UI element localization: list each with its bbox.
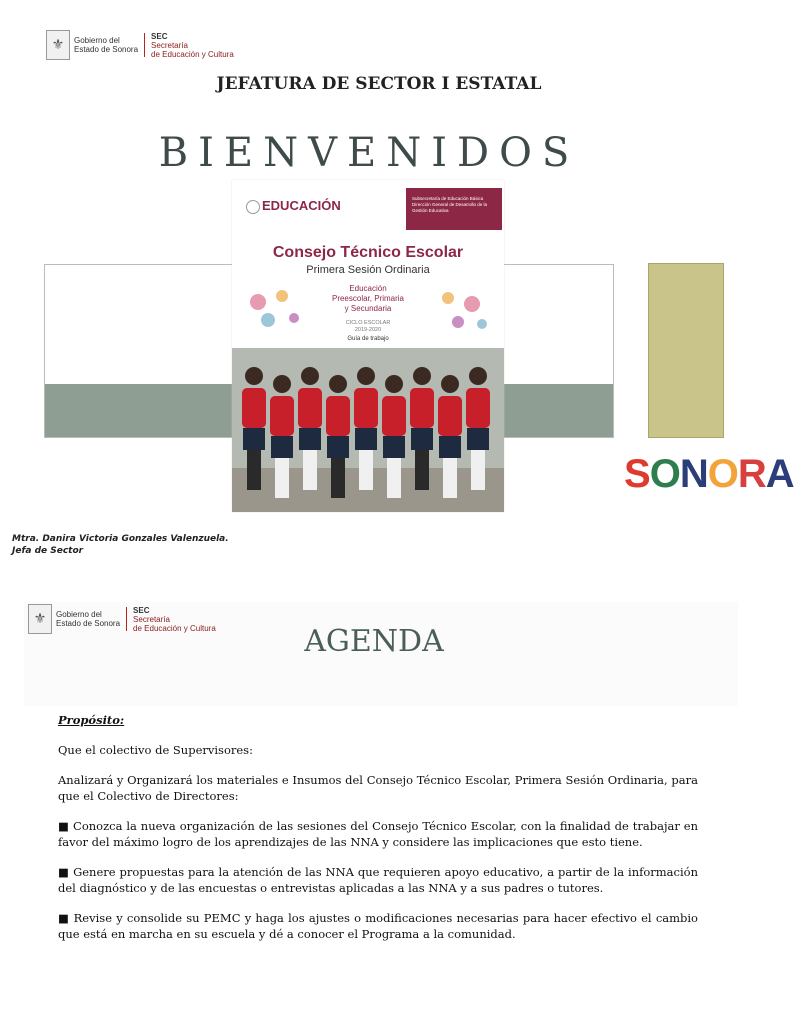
child-sweater xyxy=(326,396,350,436)
child-skirt xyxy=(411,428,433,450)
jefatura-heading: JEFATURA DE SECTOR I ESTATAL xyxy=(216,74,542,94)
child-head xyxy=(441,375,459,393)
child-sweater xyxy=(438,396,462,436)
child-head xyxy=(301,367,319,385)
sonora-letter: A xyxy=(765,452,794,496)
child-head xyxy=(413,367,431,385)
child-legs xyxy=(387,458,401,498)
child-sweater xyxy=(466,388,490,428)
child-legs xyxy=(275,458,289,498)
child-head xyxy=(273,375,291,393)
child-skirt xyxy=(243,428,265,450)
crest-icon: ⚜ xyxy=(46,30,70,60)
child-sweater xyxy=(410,388,434,428)
child-legs xyxy=(247,450,261,490)
seal-icon xyxy=(246,200,260,214)
child-head xyxy=(329,375,347,393)
sonora-logo xyxy=(624,452,794,497)
child-skirt xyxy=(271,436,293,458)
sonora-letter: N xyxy=(679,452,708,496)
child-skirt xyxy=(467,428,489,450)
sonora-letter: O xyxy=(707,452,738,496)
child-sweater xyxy=(298,388,322,428)
child-skirt xyxy=(383,436,405,458)
child-legs xyxy=(359,450,373,490)
child-sweater xyxy=(354,388,378,428)
agenda-bullet-3: ■ Revise y consolide su PEMC y haga los ajustes o modificaciones necesarias para hacer efectivo el cambio que está en marcha en su escuela y dé a conocer el Programa a la comunidad. xyxy=(58,911,698,941)
agenda-intro: Que el colectivo de Supervisores: xyxy=(58,743,253,757)
sec-label: SEC Secretaría de Educación y Cultura xyxy=(133,605,216,633)
children-photo xyxy=(232,348,504,512)
child-legs xyxy=(415,450,429,490)
cover-title: Consejo Técnico Escolar xyxy=(272,244,464,261)
cover-maroon-block: Subsecretaría de Educación Básica Dirección General de Desarrollo de la Gestión Educativa xyxy=(406,188,502,230)
cover-brand: EDUCACIÓN xyxy=(262,198,341,213)
crest-icon: ⚜ xyxy=(28,604,52,634)
child-head xyxy=(385,375,403,393)
child-legs xyxy=(303,450,317,490)
sonora-letter: R xyxy=(737,452,766,496)
cover-image xyxy=(232,180,504,512)
cover-levels: Educación Preescolar, Primaria y Secundaria xyxy=(316,284,420,314)
child-skirt xyxy=(299,428,321,450)
child-legs xyxy=(471,450,485,490)
child-legs xyxy=(331,458,345,498)
agenda-paragraph: Analizará y Organizará los materiales e Insumos del Consejo Técnico Escolar, Primera Sesión Ordinaria, para que el Colectivo de Directores: xyxy=(58,773,698,803)
agenda-title: AGENDA xyxy=(304,624,444,659)
child-legs xyxy=(443,458,457,498)
child-head xyxy=(245,367,263,385)
child-skirt xyxy=(439,436,461,458)
child-head xyxy=(357,367,375,385)
agenda-bullet-2: ■ Genere propuestas para la atención de las NNA que requieren apoyo educativo, a partir de la información del diagnóstico y de las encuestas o entrevistas aplicadas a las NNA y a sus padres o tutores. xyxy=(58,865,698,895)
child-sweater xyxy=(382,396,406,436)
sec-label: SEC Secretaría de Educación y Cultura xyxy=(151,31,234,59)
proposito-label: Propósito: xyxy=(58,713,125,727)
agenda-bullet-1: ■ Conozca la nueva organización de las sesiones del Consejo Técnico Escolar, con la finalidad de trabajar en favor del máximo logro de los aprendizajes de las NNA y considere las implicaciones que esto tiene. xyxy=(58,819,698,849)
flower-left-icon xyxy=(238,280,308,340)
sonora-letter: O xyxy=(649,452,680,496)
child-sweater xyxy=(242,388,266,428)
child-head xyxy=(469,367,487,385)
child-skirt xyxy=(327,436,349,458)
flower-right-icon xyxy=(428,280,498,340)
child-sweater xyxy=(270,396,294,436)
header-logo xyxy=(46,30,234,60)
cover-guide: Guía de trabajo xyxy=(347,336,389,342)
signature-block: Mtra. Danira Victoria Gonzales Valenzuela. Jefa de Sector xyxy=(12,534,229,556)
gobierno-label: Gobierno del Estado de Sonora xyxy=(74,36,139,54)
sonora-letter: S xyxy=(624,452,650,496)
olive-box xyxy=(648,263,724,438)
child-skirt xyxy=(355,428,377,450)
gobierno-label: Gobierno del Estado de Sonora xyxy=(56,610,121,628)
cover-subtitle: Primera Sesión Ordinaria xyxy=(306,264,430,276)
cover-cycle: CICLO ESCOLAR 2019-2020 xyxy=(345,320,391,333)
bienvenidos-title: BIENVENIDOS xyxy=(158,130,580,176)
